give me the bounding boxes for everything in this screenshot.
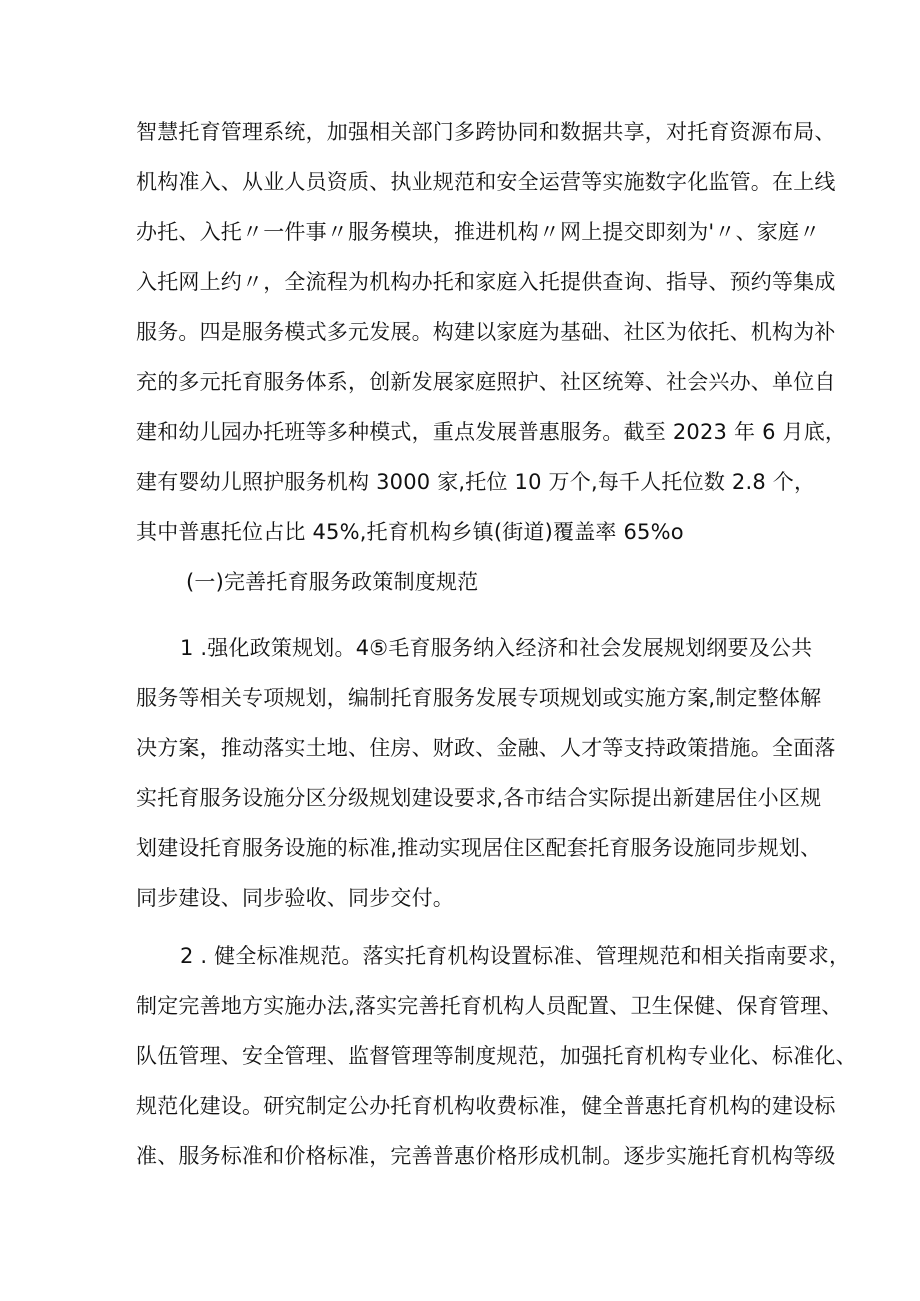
paragraph-line: 其中普惠托位占比 45%,托育机构乡镇(街道)覆盖率 65%o <box>136 520 684 544</box>
paragraph-line: 办托、入托〃一件事〃服务模块，推进机构〃网上提交即刻为'〃、家庭〃 <box>136 220 821 244</box>
paragraph-line: 划建设托育服务设施的标准,推动实现居住区配套托育服务设施同步规划、 <box>136 836 822 860</box>
paragraph-line: 准、服务标准和价格标准，完善普惠价格形成机制。逐步实施托育机构等级 <box>136 1144 836 1168</box>
paragraph-line: 制定完善地方实施办法,落实完善托育机构人员配置、卫生保健、保育管理、 <box>136 994 843 1018</box>
paragraph-line: 决方案，推动落实土地、住房、财政、金融、人才等支持政策措施。全面落 <box>136 736 836 760</box>
paragraph-line: 机构准入、从业人员资质、执业规范和安全运营等实施数字化监管。在上线 <box>136 170 836 194</box>
paragraph-line: 建和幼儿园办托班等多种模式，重点发展普惠服务。截至 2023 年 6 月底， <box>136 420 847 444</box>
paragraph-line: 建有婴幼儿照护服务机构 3000 家,托位 10 万个,每千人托位数 2.8 个， <box>136 470 816 494</box>
paragraph-line: 实托育服务设施分区分级规划建设要求,各市结合实际提出新建居住小区规 <box>136 786 822 810</box>
paragraph-line: 队伍管理、安全管理、监督管理等制度规范，加强托育机构专业化、标准化、 <box>136 1044 857 1068</box>
paragraph-line: 规范化建设。研究制定公办托育机构收费标准，健全普惠托育机构的建设标 <box>136 1094 836 1118</box>
paragraph-line: 服务等相关专项规划，编制托育服务发展专项规划或实施方案,制定整体解 <box>136 686 822 710</box>
section-heading: (一)完善托育服务政策制度规范 <box>186 570 479 594</box>
paragraph-line: 2 . 健全标准规范。落实托育机构设置标准、管理规范和相关指南要求， <box>180 944 851 968</box>
paragraph-line: 充的多元托育服务体系，创新发展家庭照护、社区统筹、社会兴办、单位自 <box>136 370 836 394</box>
paragraph-line: 同步建设、同步验收、同步交付。 <box>136 886 454 910</box>
paragraph-line: 服务。四是服务模式多元发展。构建以家庭为基础、社区为依托、机构为补 <box>136 320 836 344</box>
paragraph-line: 1 .强化政策规划。4⑤毛育服务纳入经济和社会发展规划纲要及公共 <box>180 636 813 660</box>
paragraph-line: 入托网上约〃，全流程为机构办托和家庭入托提供查询、指导、预约等集成 <box>136 270 836 294</box>
paragraph-line: 智慧托育管理系统，加强相关部门多跨协同和数据共享，对托育资源布局、 <box>136 120 836 144</box>
